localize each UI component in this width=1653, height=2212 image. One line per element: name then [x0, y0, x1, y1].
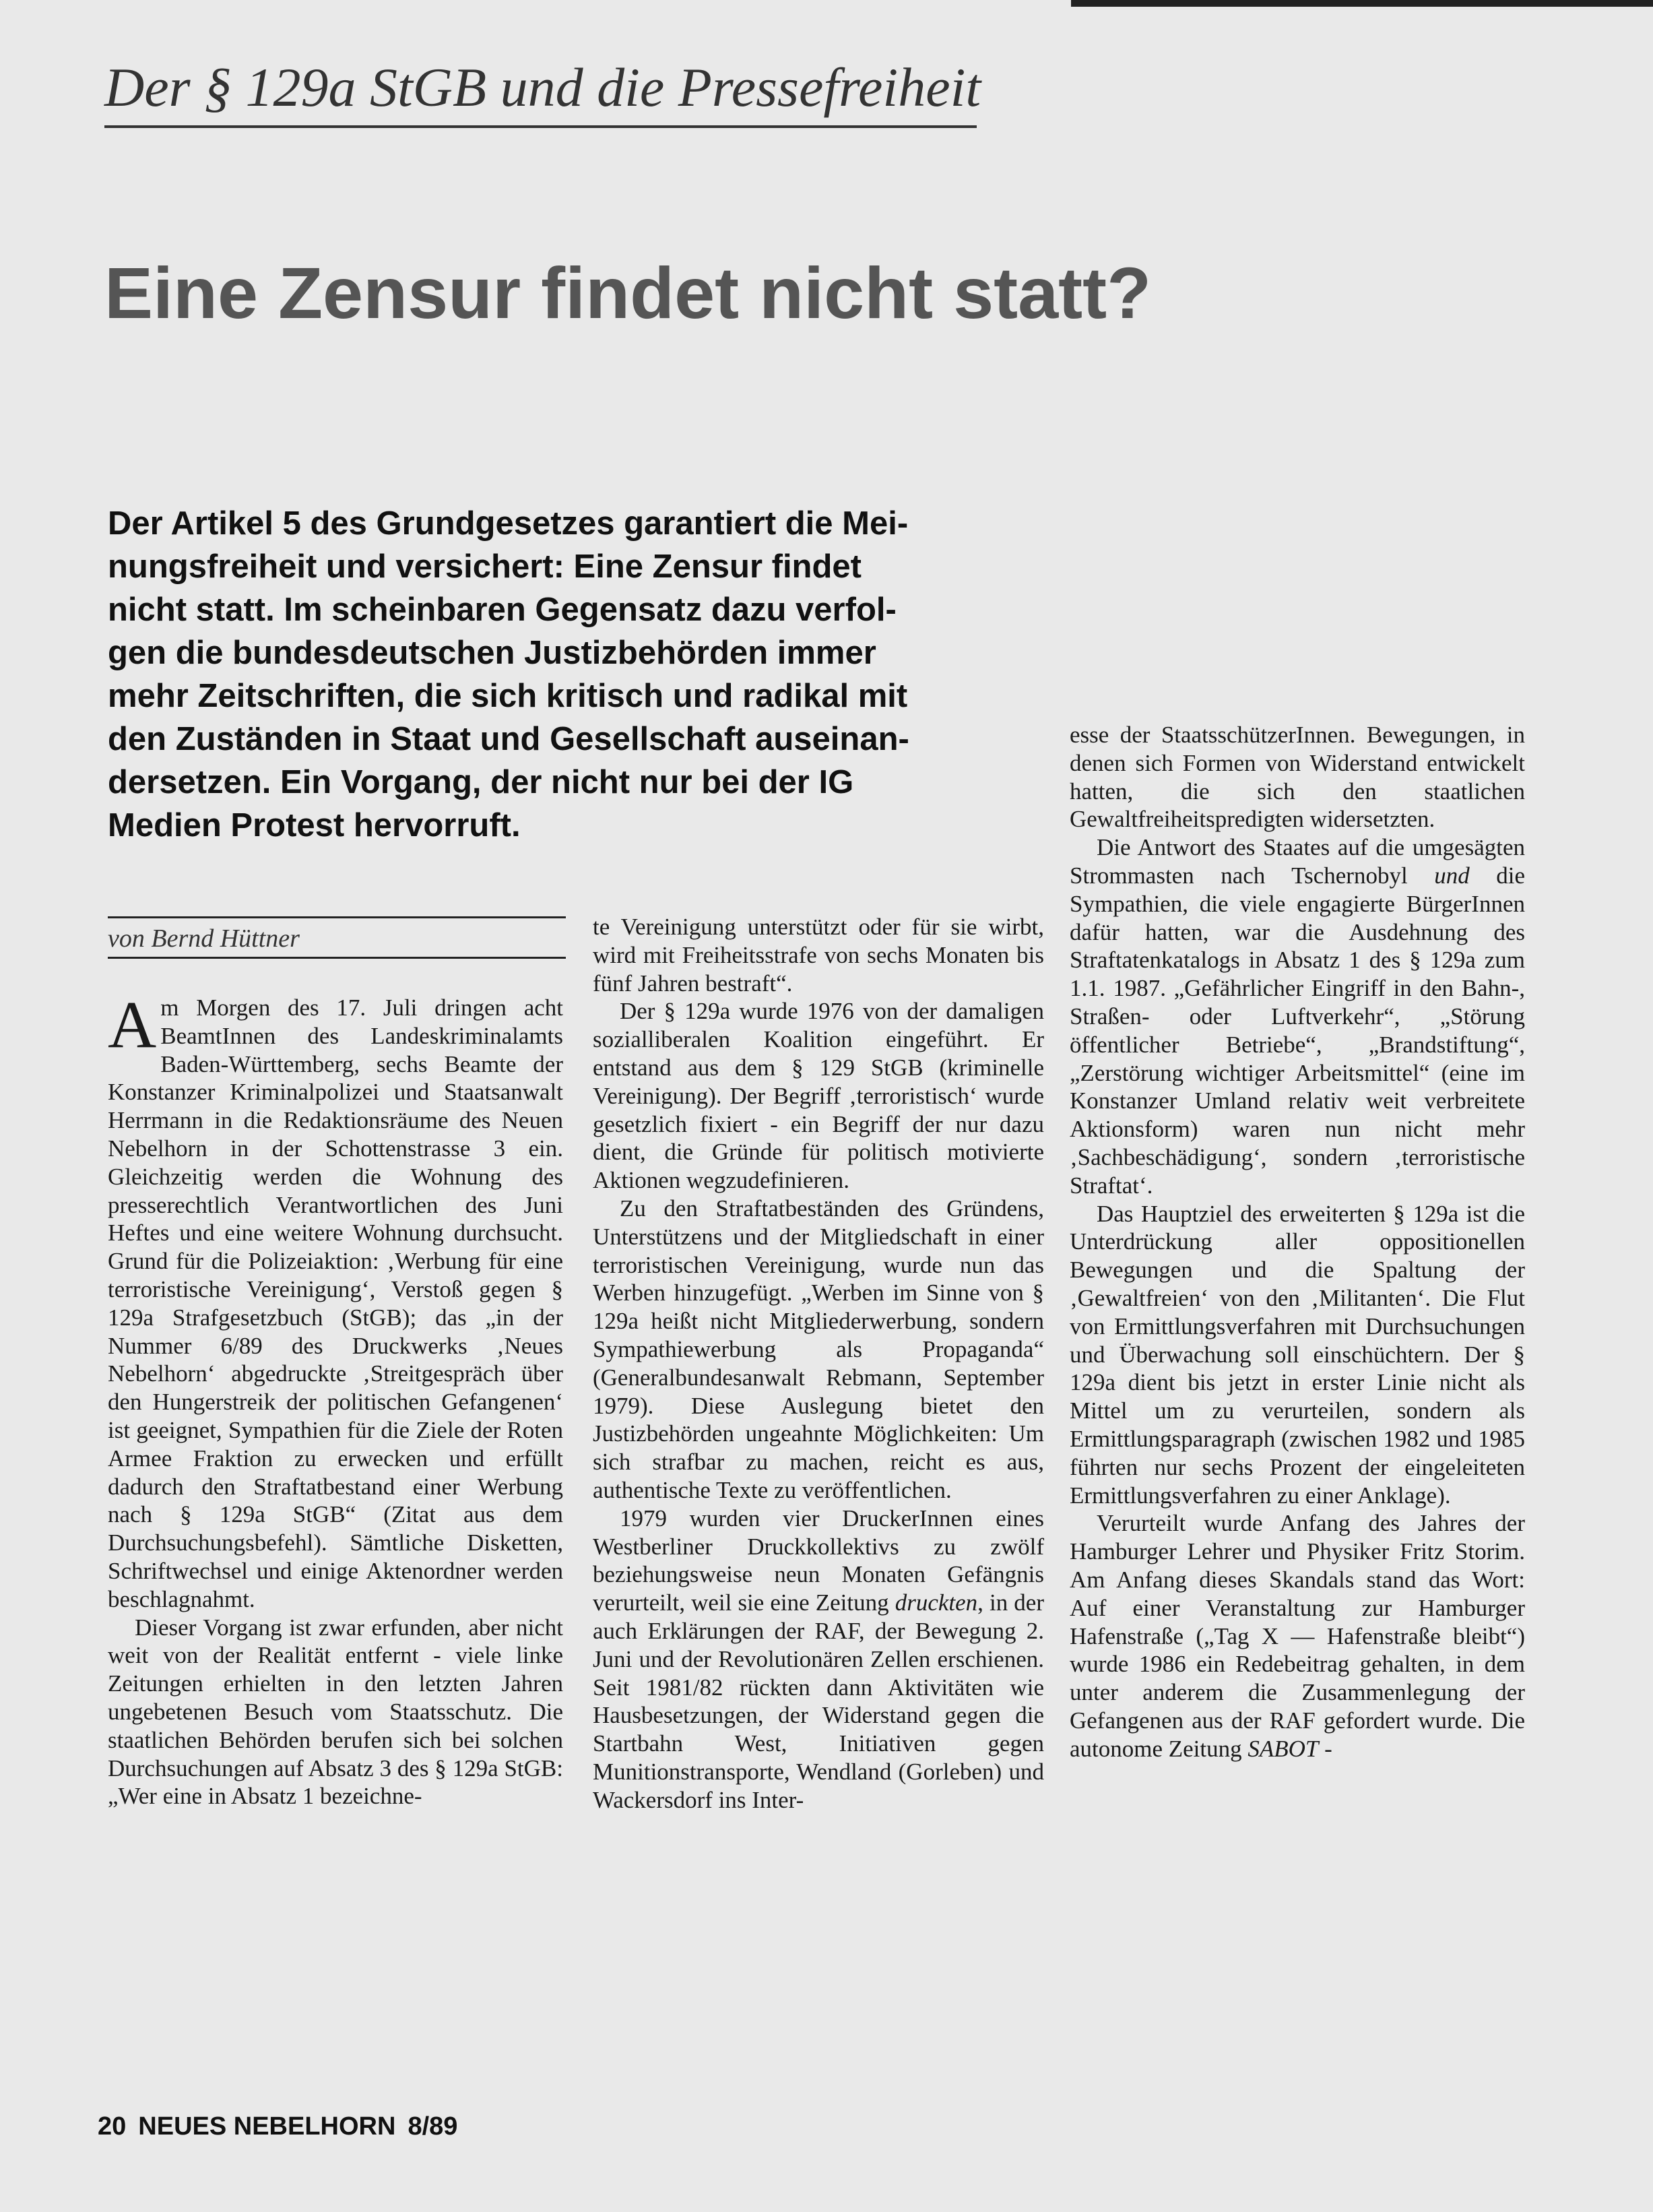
column-1 [108, 987, 563, 1810]
paragraph: Der § 129a wurde 1976 von der damaligen sozialliberalen Koalition eingeführt. Er entstand aus dem § 129 StGB (kriminelle Vereinigung). Der Begriff ‚terroristisch‘ wurde gesetzlich fixiert - ein Begriff der nur dazu dient, die Gründe für politisch motivierte Aktionen wegzudefinieren. [593, 998, 1044, 1194]
column-3 [1070, 721, 1525, 1763]
issue-number: 8/89 [408, 2112, 458, 2141]
lede-line: Der Artikel 5 des Grundgesetzes garantiert die Mei- [108, 505, 909, 542]
page-number: 20 [98, 2112, 127, 2141]
lede-line: Medien Protest hervorruft. [108, 807, 521, 844]
paragraph-text: 1979 wurden vier DruckerInnen eines Westberliner Druckkollektivs zu zwölf beziehungsweise neun Monaten Gefängnis verurteilt, weil sie eine Zeitung [593, 1505, 1044, 1616]
top-edge-bar [1071, 0, 1653, 7]
paragraph [108, 987, 563, 1614]
paragraph-text: , in der auch Erklärungen der RAF, der Bewegung 2. Juni und der Revolutionären Zellen erschienen. Seit 1981/82 rückten dann Aktivitäten wie Hausbesetzungen, der Widerstand gegen die Startbahn West, Initiativen gegen Munitionstransporte, Wendland (Gorleben) und Wackersdorf ins Inter- [593, 1589, 1044, 1813]
paragraph: esse der StaatsschützerInnen. Bewegungen, in denen sich Formen von Widerstand entwickelt hatten, die sich den staatlichen Gewaltfreiheitspredigten widersetzten. [1070, 722, 1525, 833]
emphasis: druckten [895, 1589, 978, 1616]
paragraph-text: die Sympathien, die viele engagierte BürgerInnen dafür hatten, war die Ausdehnung des Straftatenkatalogs in Absatz 1 des § 129a zum 1.1. 1987. „Gefährlicher Eingriff in den Bahn-, Straßen- oder Luftverkehr“, „Störung öffentlicher Betriebe“, „Brandstiftung“, „Zerstörung wichtiger Arbeitsmittel“ (eine im Konstanzer Umland relativ weit verbreitete Aktionsform) waren nun nicht mehr ‚Sachbeschädigung‘, sondern ‚terroristische Straftat‘. [1070, 862, 1525, 1199]
paragraph [1070, 1509, 1525, 1763]
paragraph: te Vereinigung unterstützt oder für sie wirbt, wird mit Freiheitsstrafe von sechs Monaten bis fünf Jahren bestraft“. [593, 914, 1044, 997]
paragraph: Dieser Vorgang ist zwar erfunden, aber nicht weit von der Realität entfernt - viele linke Zeitungen erhielten in den letzten Jahren ungebetenen Besuch vom Staatsschutz. Die staatlichen Behörden berufen sich bei solchen Durchsuchungen auf Absatz 3 des § 129a StGB: „Wer eine in Absatz 1 bezeichne- [108, 1614, 563, 1810]
paragraph [593, 1505, 1044, 1814]
lede-line: den Zuständen in Staat und Gesellschaft auseinan- [108, 721, 909, 757]
magazine-name: NEUES NEBELHORN [138, 2112, 396, 2141]
byline-rule [108, 916, 566, 918]
lede-line: nungsfreiheit und versichert: Eine Zensur findet [108, 548, 862, 585]
kicker: Der § 129a StGB und die Pressefreiheit [104, 54, 977, 128]
lede-line: gen die bundesdeutschen Justizbehörden immer [108, 635, 876, 671]
drop-cap: A [108, 987, 157, 1062]
byline: von Bernd Hüttner [108, 924, 300, 953]
headline: Eine Zensur findet nicht statt? [104, 252, 1152, 334]
paragraph: Zu den Straftatbeständen des Gründens, Unterstützens und der Mitgliedschaft in einer terroristischen Vereinigung, wurde nun das Werben hinzugefügt. „Werben im Sinne von § 129a heißt nicht Mitgliederwerbung, sondern Sympathiewerbung als Propaganda“ (Generalbundesanwalt Rebmann, September 1979). Diese Auslegung bietet den Justizbehörden ungeahnte Möglichkeiten: Um sich strafbar zu machen, reicht es aus, authentische Texte zu veröffentlichen. [593, 1195, 1044, 1503]
column-2 [593, 913, 1044, 1814]
emphasis: SABOT [1247, 1735, 1319, 1762]
paragraph [1070, 833, 1525, 1199]
emphasis: und [1434, 862, 1470, 889]
byline-rule [108, 957, 566, 959]
paragraph-text: Die Antwort des Staates auf die umgesägten Strommasten nach Tschernobyl [1070, 834, 1525, 889]
lede-line: nicht statt. Im scheinbaren Gegensatz dazu verfol- [108, 592, 897, 628]
paragraph-text: m Morgen des 17. Juli dringen acht BeamtInnen des Landeskriminalamts Baden-Württemberg, sechs Beamte der Konstanzer Kriminalpolizei und Staatsanwalt Herrmann in die Redaktionsräume des Neuen Nebelhorn in der Schottenstrasse 3 ein. Gleichzeitig werden die Wohnung des presserechtlich Verantwortlichen des Juni Heftes und eine weitere Wohnung durchsucht. Grund für die Polizeiaktion: ‚Werbung für eine terroristische Vereinigung‘, Verstoß gegen § 129a Strafgesetzbuch (StGB); das „in der Nummer 6/89 des Druckwerks ‚Neues Nebelhorn‘ abgedruckte ‚Streitgespräch über den Hungerstreik der politischen Gefangenen‘ ist geeignet, Sympathien für die Ziele der Roten Armee Fraktion zu erwecken und erfüllt dadurch den Straftatbestand einer Werbung nach § 129a StGB“ (Zitat aus dem Durchsuchungsbefehl). Sämtliche Disketten, Schriftwechsel und einige Aktenordner werden beschlagnahmt. [108, 994, 563, 1612]
paragraph-text: - [1318, 1735, 1332, 1762]
lede-line: mehr Zeitschriften, die sich kritisch und radikal mit [108, 678, 908, 714]
paragraph-text: Verurteilt wurde Anfang des Jahres der Hamburger Lehrer und Physiker Fritz Storim. Am Anfang dieses Skandals stand das Wort: Auf einer Veranstaltung zur Hamburger Hafenstraße („Tag X — Hafenstraße bleibt“) wurde 1986 ein Redebeitrag gehalten, in dem unter anderem die Zusammenlegung der Gefangenen aus der RAF gefordert wurde. Die autonome Zeitung [1070, 1510, 1525, 1762]
paragraph: Das Hauptziel des erweiterten § 129a ist die Unterdrückung aller oppositionellen Bewegungen und die Spaltung der ‚Gewaltfreien‘ von den ‚Militanten‘. Die Flut von Ermittlungsverfahren mit Durchsuchungen und Überwachung soll einschüchtern. Der § 129a dient bis jetzt in erster Linie nicht als Mittel um zu verurteilen, sondern als Ermittlungsparagraph (zwischen 1982 und 1985 führten nur sechs Prozent der eingeleiteten Ermittlungsverfahren zu einer Anklage). [1070, 1200, 1525, 1509]
page-footer [98, 2111, 469, 2142]
lede [108, 502, 1051, 847]
lede-line: dersetzen. Ein Vorgang, der nicht nur bei der IG [108, 764, 854, 800]
